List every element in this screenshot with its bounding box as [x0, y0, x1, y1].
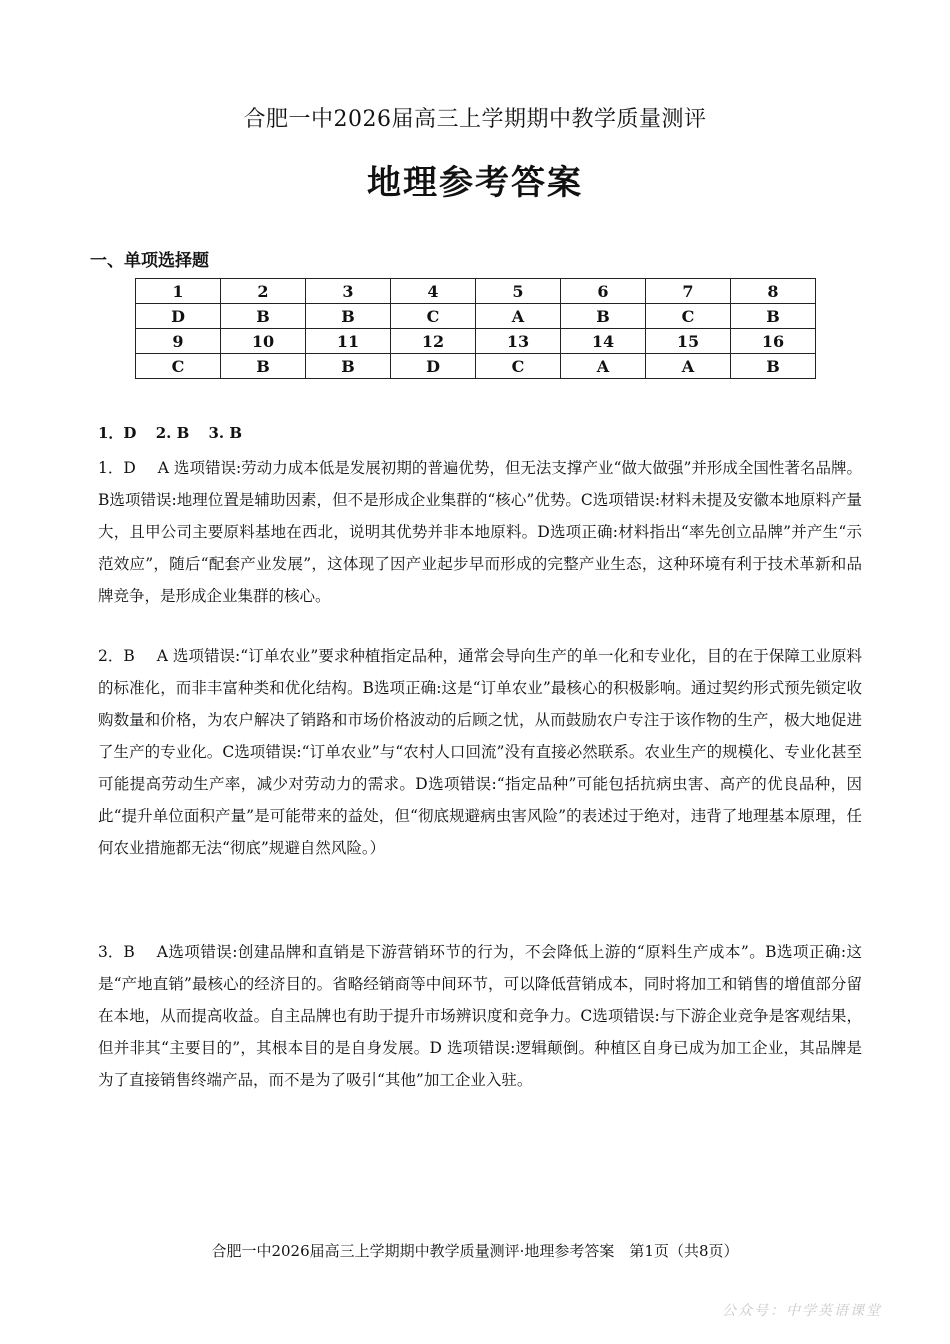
- answer-explanation-1: [98, 452, 862, 612]
- answer-explanation-3: [98, 936, 862, 1096]
- page-subtitle: 地理参考答案: [367, 163, 583, 203]
- answer-letter-cell: B: [306, 304, 391, 329]
- question-number-cell: 10: [221, 329, 306, 354]
- question-number-cell: 2: [221, 279, 306, 304]
- question-number-cell: 7: [646, 279, 731, 304]
- answer-letter-cell: C: [646, 304, 731, 329]
- question-number-cell: 11: [306, 329, 391, 354]
- question-number-cell: 9: [136, 329, 221, 354]
- answer-letter-cell: B: [731, 354, 816, 379]
- answer-text: A选项错误:创建品牌和直销是下游营销环节的行为，不会降低上游的“原料生产成本”。B选项正确:这是“产地直销”最核心的经济目的。省略经销商等中间环节，可以降低营销成本，同时将加工和销售的增值部分留在本地，从而提高收益。自主品牌也有助于提升市场辨识度和竞争力。C选项错误:与下游企业竞争是客观结果，但并非其“主要目的”，其根本目的是自身发展。D 选项错误:逻辑颠倒。种植区自身已成为加工企业，其品牌是为了直接销售终端产品，而不是为了吸引“其他”加工企业入驻。: [98, 943, 862, 1089]
- question-number-cell: 14: [561, 329, 646, 354]
- answer-text: A 选项错误:劳动力成本低是发展初期的普遍优势，但无法支撑产业“做大做强”并形成全国性著名品牌。B选项错误:地理位置是辅助因素，但不是形成企业集群的“核心”优势。C选项错误:材料未提及安徽本地原料产量大，且甲公司主要原料基地在西北，说明其优势并非本地原料。D选项正确:材料指出“率先创立品牌”并产生“示范效应”，随后“配套产业发展”，这体现了因产业起步早而形成的完整产业生态，这种环境有利于技术革新和品牌竞争，是形成企业集群的核心。: [98, 459, 862, 605]
- answer-letter-row: [136, 304, 816, 329]
- answer-table: [135, 278, 816, 379]
- watermark: 公众号：中学英语课堂: [722, 1303, 882, 1319]
- answer-letter-cell: A: [476, 304, 561, 329]
- answer-number: 1．D: [98, 459, 136, 477]
- answer-letter-cell: B: [221, 354, 306, 379]
- answer-letter-cell: B: [306, 354, 391, 379]
- answer-letter-cell: C: [391, 304, 476, 329]
- question-number-cell: 15: [646, 329, 731, 354]
- question-number-cell: 12: [391, 329, 476, 354]
- answer-number: 2．B: [98, 647, 135, 665]
- question-number-cell: 8: [731, 279, 816, 304]
- answer-letter-cell: C: [476, 354, 561, 379]
- answer-text: A 选项错误:“订单农业”要求种植指定品种，通常会导向生产的单一化和专业化，目的在于保障工业原料的标准化，而非丰富种类和优化结构。B选项正确:这是“订单农业”最核心的积极影响。通过契约形式预先锁定收购数量和价格，为农户解决了销路和市场价格波动的后顾之忧，从而鼓励农户专注于该作物的生产，极大地促进了生产的专业化。C选项错误:“订单农业”与“农村人口回流”没有直接必然联系。农业生产的规模化、专业化甚至可能提高劳动生产率，减少对劳动力的需求。D选项错误:“指定品种”可能包括抗病虫害、高产的优良品种，因此“提升单位面积产量”是可能带来的益处，但“彻底规避病虫害风险”的表述过于绝对，违背了地理基本原理，任何农业措施都无法“彻底”规避自然风险。）: [98, 647, 862, 857]
- summary-item: 3. B: [208, 424, 243, 442]
- section-heading: 一、单项选择题: [90, 251, 209, 271]
- page-title: 合肥一中2026届高三上学期期中教学质量测评: [243, 107, 707, 132]
- question-number-cell: 3: [306, 279, 391, 304]
- question-number-row: [136, 329, 816, 354]
- answer-explanation-2: [98, 640, 862, 864]
- question-number-cell: 5: [476, 279, 561, 304]
- answer-number: 3．B: [98, 943, 135, 961]
- answer-letter-cell: B: [221, 304, 306, 329]
- answer-letter-cell: D: [136, 304, 221, 329]
- answer-letter-cell: C: [136, 354, 221, 379]
- answer-summary: [98, 422, 256, 443]
- answer-letter-cell: D: [391, 354, 476, 379]
- answer-letter-cell: B: [731, 304, 816, 329]
- summary-item: 1．D: [98, 424, 137, 442]
- question-number-cell: 16: [731, 329, 816, 354]
- answer-letter-cell: A: [561, 354, 646, 379]
- question-number-cell: 6: [561, 279, 646, 304]
- question-number-row: [136, 279, 816, 304]
- answer-letter-row: [136, 354, 816, 379]
- question-number-cell: 1: [136, 279, 221, 304]
- answer-letter-cell: B: [561, 304, 646, 329]
- page-footer: 合肥一中2026届高三上学期期中教学质量测评·地理参考答案 第1页（共8页）: [211, 1242, 739, 1260]
- question-number-cell: 13: [476, 329, 561, 354]
- summary-item: 2. B: [155, 424, 190, 442]
- answer-letter-cell: A: [646, 354, 731, 379]
- question-number-cell: 4: [391, 279, 476, 304]
